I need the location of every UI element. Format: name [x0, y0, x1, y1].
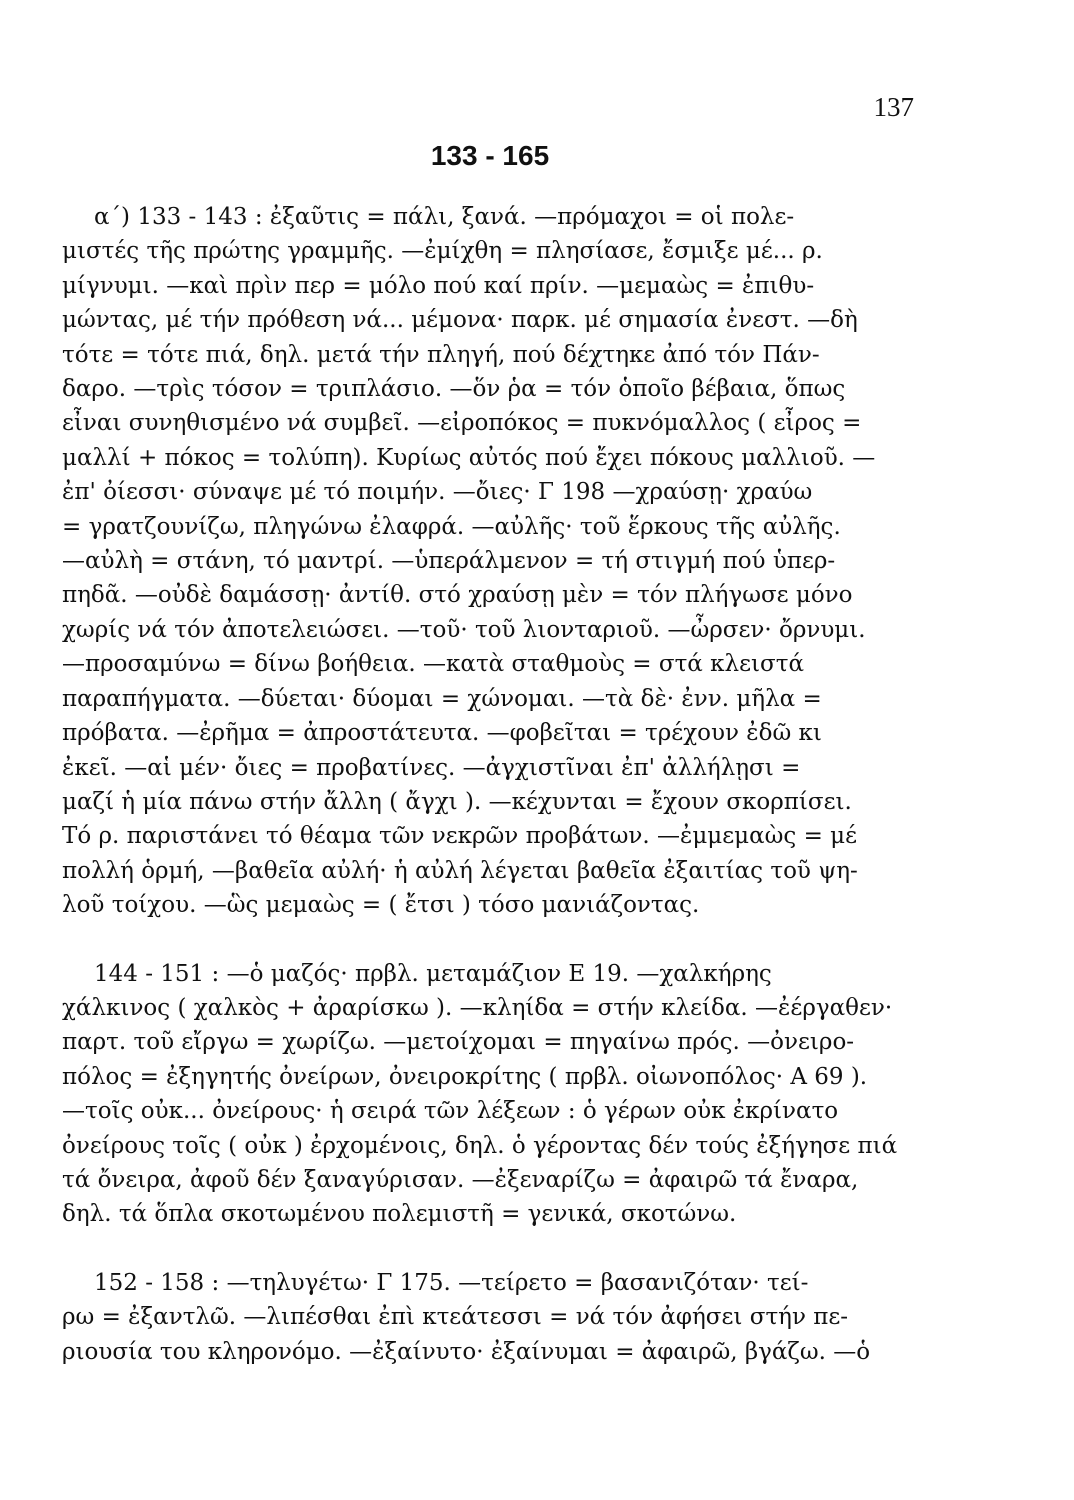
text-line: ρω = ἐξαντλῶ. —λιπέσθαι ἐπὶ κτεάτεσσι = νά τόν ἀφήσει στήν πε-	[62, 1304, 849, 1331]
text-line: ἐπ' ὀίεσσι· σύναψε μέ τό ποιμήν. —ὄιες· Γ 198 —χραύσῃ· χραύω	[62, 479, 813, 506]
text-line: α΄) 133 - 143 : ἐξαῦτις = πάλι, ξανά. —πρόμαχοι = οἱ πολε-	[94, 204, 795, 230]
paragraph-144-151	[62, 957, 900, 1232]
text-line: χάλκινος ( χαλκὸς + ἀραρίσκω ). —κληίδα = στήν κλείδα. —ἐέργαθεν·	[62, 994, 893, 1021]
text-line: —αὐλὴ = στάνη, τό μαντρί. —ὑπεράλμενον = τή στιγμή πού ὑπερ-	[62, 548, 836, 575]
text-line: πολλή ὁρμή, —βαθεῖα αὐλή· ἡ αὐλή λέγεται βαθεῖα ἐξαιτίας τοῦ ψη-	[62, 857, 858, 884]
text-line: χωρίς νά τόν ἀποτελειώσει. —τοῦ· τοῦ λιονταριοῦ. —ὦρσεν· ὄρνυμι.	[62, 616, 866, 643]
text-line: μώντας, μέ τήν πρόθεση νά... μέμονα· παρκ. μέ σημασία ἐνεστ. —δὴ	[62, 307, 858, 334]
text-line: 152 - 158 : —τηλυγέτω· Γ 175. —τείρετο = βασανιζόταν· τεί-	[94, 1269, 809, 1296]
text-line: 144 - 151 : —ὁ μαζός· πρβλ. μεταμάζιον Ε 19. —χαλκήρης	[94, 960, 772, 987]
page-number: 137	[873, 92, 914, 122]
text-line: ἐκεῖ. —αἱ μέν· ὄιες = προβατίνες. —ἀγχιστῖναι ἐπ' ἀλλήλῃσι =	[62, 754, 801, 781]
text-line: μαζί ἡ μία πάνω στήν ἄλλη ( ἄγχι ). —κέχυνται = ἔχουν σκορπίσει.	[62, 788, 852, 815]
text-line: Τό ρ. παριστάνει τό θέαμα τῶν νεκρῶν προβάτων. —ἐμμεμαὼς = μέ	[62, 823, 858, 850]
text-line: μιστές τῆς πρώτης γραμμῆς. —ἐμίχθη = πλησίασε, ἔσμιξε μέ... ρ.	[62, 238, 823, 265]
text-line: = γρατζουνίζω, πληγώνω ἐλαφρά. —αὐλῆς· τοῦ ἕρκους τῆς αὐλῆς.	[62, 513, 841, 540]
paragraph-133-143	[62, 200, 900, 923]
text-line: μαλλί + πόκος = τολύπη). Κυρίως αὐτός πού ἔχει πόκους μαλλιοῦ. —	[62, 444, 876, 471]
text-line: πόλος = ἐξηγητής ὀνείρων, ὀνειροκρίτης ( πρβλ. οἰωνοπόλος· Α 69 ).	[62, 1063, 868, 1090]
text-line: —τοῖς οὐκ... ὀνείρους· ἡ σειρά τῶν λέξεων : ὁ γέρων οὐκ ἐκρίνατο	[62, 1098, 839, 1125]
text-line: τά ὄνειρα, ἀφοῦ δέν ξαναγύρισαν. —ἐξεναρίζω = ἀφαιρῶ τά ἔναρα,	[62, 1166, 859, 1193]
text-line: δηλ. τά ὅπλα σκοτωμένου πολεμιστῆ = γενικά, σκοτώνω.	[62, 1201, 737, 1228]
text-line: ὀνείρους τοῖς ( οὐκ ) ἐρχομένοις, δηλ. ὁ γέροντας δέν τούς ἐξήγησε πιά	[62, 1132, 898, 1159]
paragraph-152-158	[62, 1266, 900, 1369]
commentary-text	[62, 200, 900, 1369]
text-line: παρτ. τοῦ εἴργω = χωρίζω. —μετοίχομαι = πηγαίνω πρός. —ὀνειρο-	[62, 1029, 855, 1056]
text-line: πρόβατα. —ἐρῆμα = ἀπροστάτευτα. —φοβεῖται = τρέχουν ἐδῶ κι	[62, 720, 822, 747]
text-line: πηδᾶ. —οὐδὲ δαμάσσῃ· ἀντίθ. στό χραύσῃ μὲν = τόν πλήγωσε μόνο	[62, 582, 853, 609]
text-line: λοῦ τοίχου. —ὣς μεμαὼς = ( ἔτσι ) τόσο μανιάζοντας.	[62, 892, 700, 919]
text-line: μίγνυμι. —καὶ πρὶν περ = μόλο πού καί πρίν. —μεμαὼς = ἐπιθυ-	[62, 272, 815, 299]
text-line: παραπήγματα. —δύεται· δύομαι = χώνομαι. —τὰ δὲ· ἐνν. μῆλα =	[62, 685, 822, 712]
text-line: —προσαμύνω = δίνω βοήθεια. —κατὰ σταθμοὺς = στά κλειστά	[62, 651, 804, 678]
text-line: δαρο. —τρὶς τόσον = τριπλάσιο. —ὅν ῥα = τόν ὁποῖο βέβαια, ὅπως	[62, 376, 846, 403]
text-line: εἶναι συνηθισμένο νά συμβεῖ. —εἰροπόκος = πυκνόμαλλος ( εἶρος =	[62, 410, 862, 437]
text-line: ριουσία του κληρονόμο. —ἐξαίνυτο· ἐξαίνυμαι = ἀφαιρῶ, βγάζω. —ὁ	[62, 1338, 871, 1365]
section-heading: 133 - 165	[430, 140, 550, 171]
text-line: τότε = τότε πιά, δηλ. μετά τήν πληγή, πού δέχτηκε ἀπό τόν Πάν-	[62, 341, 820, 368]
